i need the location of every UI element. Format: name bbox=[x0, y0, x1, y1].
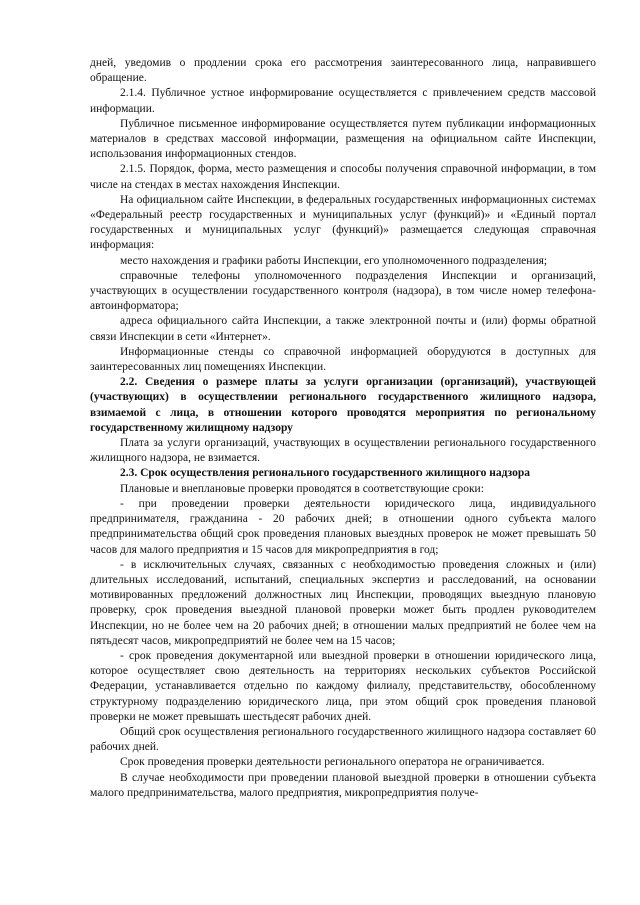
document-page bbox=[90, 56, 596, 801]
paragraph-location-schedule: место нахождения и графики работы Инспекции, его уполномоченного подразделения; bbox=[120, 254, 548, 267]
paragraph-written-informing: Публичное письменное информирование осуществляется путем публикации информационных материалов в средствах массовой информации, размещения на официальном сайте Инспекции, использования информационных стендов. bbox=[90, 117, 596, 161]
paragraph-2-1-4: 2.1.4. Публичное устное информирование осуществляется с привлечением средств массовой информации. bbox=[90, 87, 596, 115]
heading-2-2: 2.2. Сведения о размере платы за услуги организации (организаций), участвующей (участвующих) в осуществлении регионального государственного жилищного надзора, взимаемой с лица, в отношении которого проводятся мероприятия по региональному государственному жилищному надзору bbox=[90, 376, 596, 434]
paragraph-addresses: адреса официального сайта Инспекции, а также электронной почты и (или) формы обратной связи Инспекции в сети «Интернет». bbox=[90, 315, 596, 343]
paragraph-total-term: Общий срок осуществления регионального государственного жилищного надзора составляет 60 рабочих дней. bbox=[90, 725, 596, 754]
paragraph-if-necessary: В случае необходимости при проведении плановой выездной проверки в отношении субъекта малого предпринимательства, малого предприятия, микропредприятия получе- bbox=[90, 771, 596, 799]
paragraph-info-stands: Информационные стенды со справочной информацией оборудуются в доступных для заинтересованных лиц помещениях Инспекции. bbox=[90, 345, 596, 374]
heading-2-3: 2.3. Срок осуществления регионального государственного жилищного надзора bbox=[120, 467, 530, 480]
paragraph-phones: справочные телефоны уполномоченного подразделения Инспекции и организаций, участвующих в осуществлении государственного контроля (надзора), в том числе номер телефона-автоинформатора; bbox=[90, 269, 596, 313]
list-item-documentary: - срок проведения документарной или выездной проверки в отношении юридического лица, которое осуществляет свою деятельность на территориях нескольких субъектов Российской Федерации, устанавливается отдельно по каждому филиалу, представительству, обособленному структурному подразделению юридического лица, при этом общий срок проведения плановой проверки не может превышать шестьдесят рабочих дней. bbox=[90, 649, 596, 723]
list-item-exceptional: - в исключительных случаях, связанных с необходимостью проведения сложных и (или) длительных исследований, испытаний, специальных экспертиз и расследований, на основании мотивированных предложений должностных лиц Инспекции, проводящих выездную плановую проверку, срок проведения выездной плановой проверки может быть продлен руководителем Инспекции, но не более чем на 20 рабочих дней; в отношении малых предприятий не более чем на пятьдесят часов, микропредприятий не более чем на 15 часов; bbox=[90, 558, 596, 647]
paragraph-regional-operator: Срок проведения проверки деятельности регионального оператора не ограничивается. bbox=[120, 756, 545, 769]
list-item-20-days: - при проведении проверки деятельности юридического лица, индивидуального предпринимателя, гражданина - 20 рабочих дней; в отношении одного субъекта малого предпринимательства общий срок проведения плановых выездных проверок не может превышать 50 часов для малого предприятия и 15 часов для микропредприятия в год; bbox=[90, 497, 596, 556]
paragraph-official-site: На официальном сайте Инспекции, в федеральных государственных информационных системах «Федеральный реестр государственных и муниципальных услуг (функций)» и «Единый портал государственных и муниципальных услуг (функций)» размещается следующая справочная информация: bbox=[90, 193, 596, 252]
paragraph-inspections-terms: Плановые и внеплановые проверки проводятся в соответствующие сроки: bbox=[120, 482, 484, 495]
paragraph-continuation: дней, уведомив о продлении срока его рассмотрения заинтересованного лица, направившего обращение. bbox=[90, 57, 596, 85]
paragraph-2-1-5: 2.1.5. Порядок, форма, место размещения и способы получения справочной информации, в том числе на стендах в местах нахождения Инспекции. bbox=[90, 163, 596, 191]
paragraph-fee: Плата за услуги организаций, участвующих в осуществлении регионального государственного жилищного надзора, не взимается. bbox=[90, 437, 596, 465]
